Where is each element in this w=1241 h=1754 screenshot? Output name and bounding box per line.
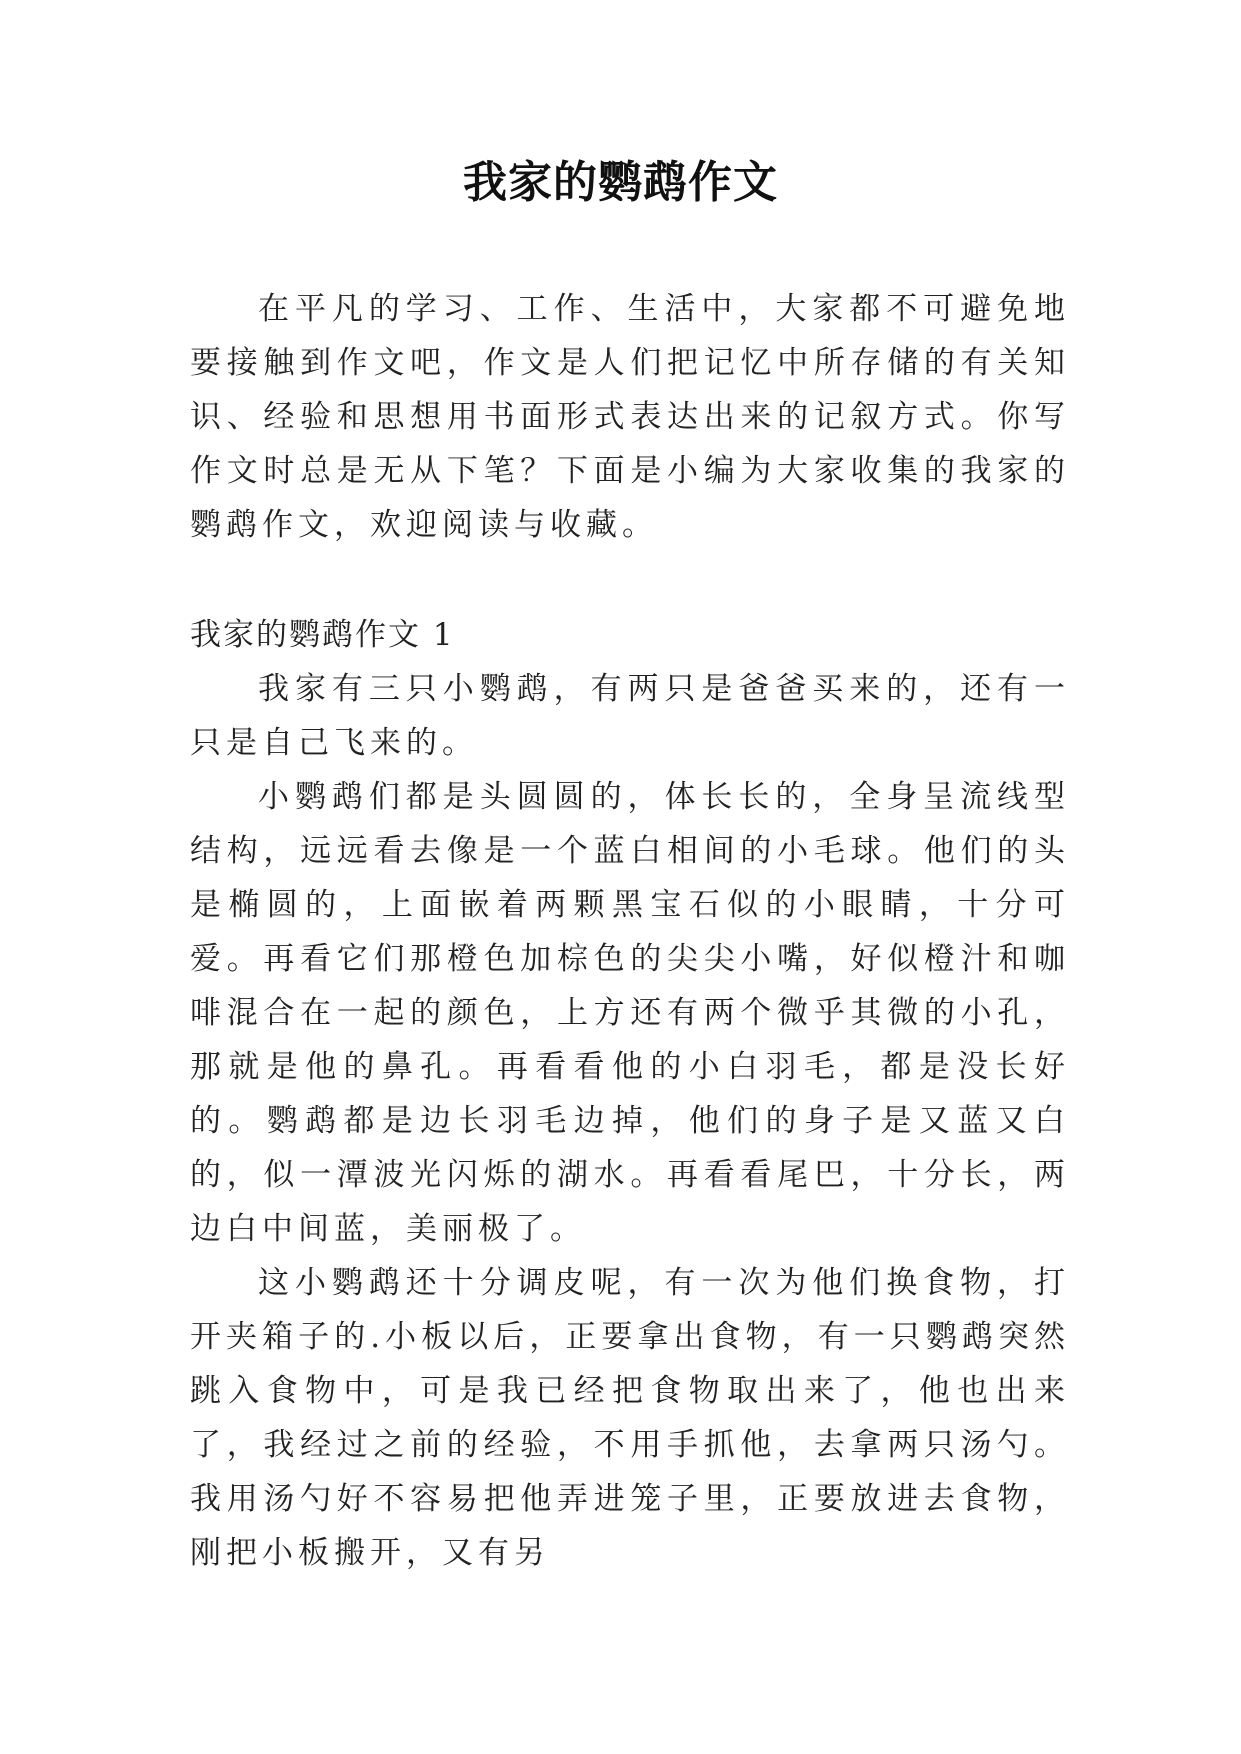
intro-paragraph: 在平凡的学习、工作、生活中，大家都不可避免地要接触到作文吧，作文是人们把记忆中所存储的有关知识、经验和思想用书面形式表达出来的记叙方式。你写作文时总是无从下笔？下面是小编为大家收集的我家的鹦鹉作文，欢迎阅读与收藏。 (190, 291, 1070, 543)
document-body (190, 282, 1070, 1580)
section-heading: 我家的鹦鹉作文 1 (190, 617, 455, 653)
body-paragraph: 小鹦鹉们都是头圆圆的，体长长的，全身呈流线型结构，远远看去像是一个蓝白相间的小毛球。他们的头是椭圆的，上面嵌着两颗黑宝石似的小眼睛，十分可爱。再看它们那橙色加棕色的尖尖小嘴，好似橙汁和咖啡混合在一起的颜色，上方还有两个微乎其微的小孔，那就是他的鼻孔。再看看他的小白羽毛，都是没长好的。鹦鹉都是边长羽毛边掉，他们的身子是又蓝又白的，似一潭波光闪烁的湖水。再看看尾巴，十分长，两边白中间蓝，美丽极了。 (190, 779, 1070, 1247)
body-paragraph: 我家有三只小鹦鹉，有两只是爸爸买来的，还有一只是自己飞来的。 (190, 671, 1070, 761)
body-paragraph: 这小鹦鹉还十分调皮呢，有一次为他们换食物，打开夹箱子的.小板以后，正要拿出食物，有一只鹦鹉突然跳入食物中，可是我已经把食物取出来了，他也出来了，我经过之前的经验，不用手抓他，去拿两只汤勺。我用汤勺好不容易把他弄进笼子里，正要放进去食物，刚把小板搬开，又有另 (190, 1265, 1070, 1571)
page-title: 我家的鹦鹉作文 (463, 157, 778, 208)
